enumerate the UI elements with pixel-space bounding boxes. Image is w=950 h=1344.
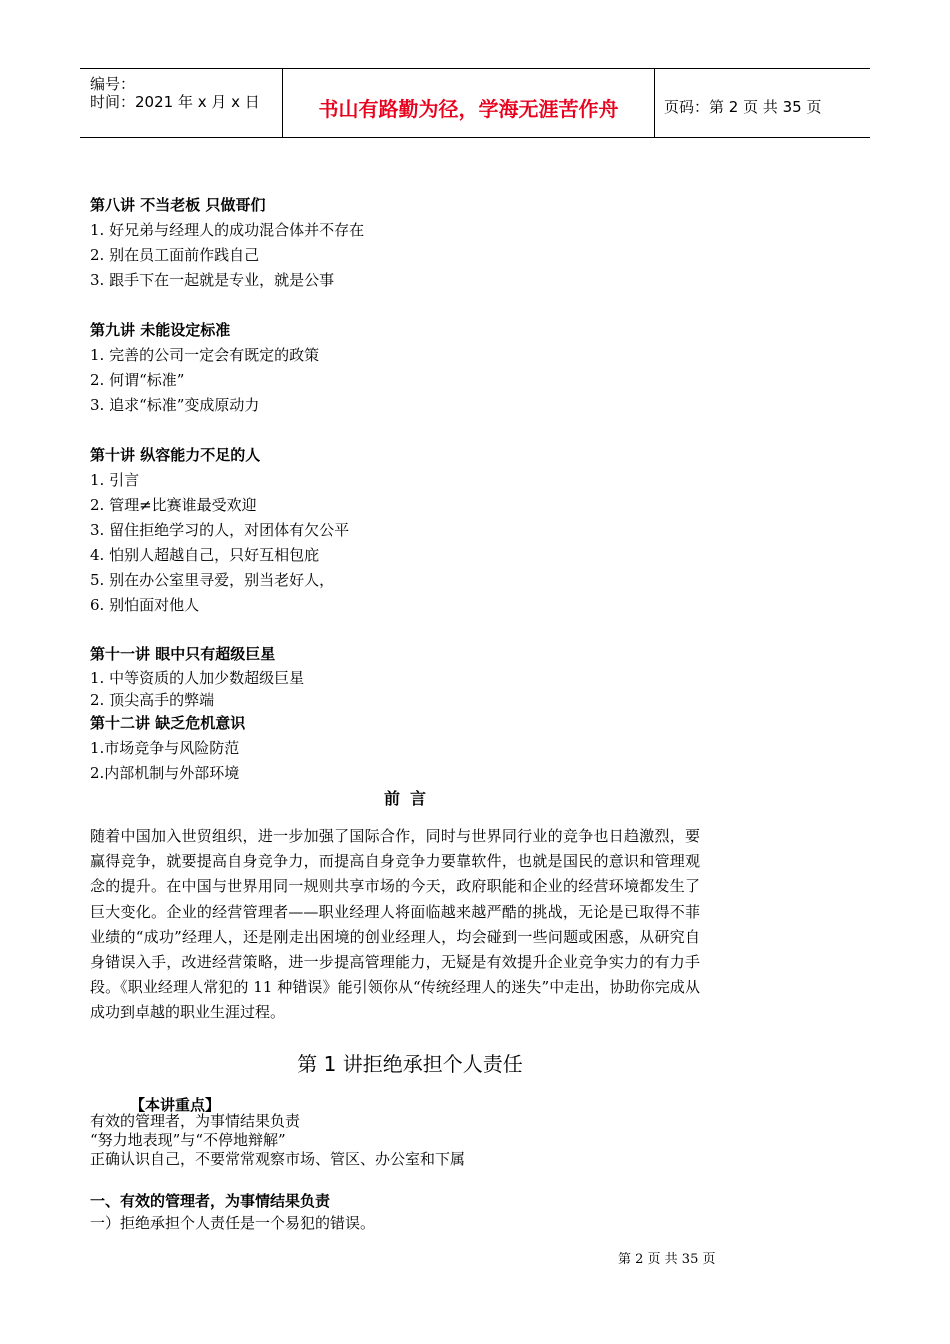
paragraph: 一）拒绝承担个人责任是一个易犯的错误。 <box>90 1214 376 1232</box>
motto: 书山有路勤为径，学海无涯苦作舟 <box>318 97 619 121</box>
list-item: 2. 何谓“标准” <box>90 371 185 389</box>
focus-item: “努力地表现”与“不停地辩解” <box>90 1131 286 1149</box>
list-item: 1. 中等资质的人加少数超级巨星 <box>90 669 305 687</box>
page-header <box>80 68 870 138</box>
section-heading: 一、有效的管理者，为事情结果负责 <box>90 1192 331 1210</box>
section-title: 第十一讲 眼中只有超级巨星 <box>90 645 276 663</box>
preface-body: 随着中国加入世贸组织，进一步加强了国际合作，同时与世界同行业的竞争也日趋激烈，要赢得竞争，就要提高自身竞争力，而提高自身竞争力要靠软件，也就是国民的意识和管理观念的提升。在中国与世界用同一规则共享市场的今天，政府职能和企业的经营环境都发生了巨大变化。企业的经营管理者——职业经理人将面临越来越严酷的挑战，无论是已取得不菲业绩的“成功”经理人，还是刚走出困境的创业经理人，均会碰到一些问题或困惑，从研究自身错误入手，改进经营策略，进一步提高管理能力，无疑是有效提升企业竞争实力的有力手段。《职业经理人常犯的 11 种错误》能引领你从“传统经理人的迷失”中走出，协助你完成从成功到卓越的职业生涯过程。 <box>90 827 700 1022</box>
list-item: 1. 好兄弟与经理人的成功混合体并不存在 <box>90 221 365 239</box>
section-title: 第九讲 未能设定标准 <box>90 321 231 339</box>
focus-header: 【本讲重点】 <box>130 1096 221 1114</box>
list-item: 3. 留住拒绝学习的人，对团体有欠公平 <box>90 521 350 539</box>
section-title: 第十讲 纵容能力不足的人 <box>90 446 261 464</box>
header-page-cell <box>655 69 870 137</box>
focus-item: 正确认识自己，不要常常观察市场、管区、办公室和下属 <box>90 1150 466 1168</box>
list-item: 1. 引言 <box>90 471 140 489</box>
list-item: 6. 别怕面对他人 <box>90 596 200 614</box>
list-item: 3. 追求“标准”变成原动力 <box>90 396 260 414</box>
list-item: 3. 跟手下在一起就是专业，就是公事 <box>90 271 335 289</box>
list-item: 1. 完善的公司一定会有既定的政策 <box>90 346 320 364</box>
date-label: 时间：2021 年 x 月 x 日 <box>90 93 260 111</box>
section-title: 第十二讲 缺乏危机意识 <box>90 714 246 732</box>
preface-title: 前言 <box>383 789 436 808</box>
header-meta-cell <box>80 69 283 137</box>
focus-item: 有效的管理者，为事情结果负责 <box>90 1112 301 1130</box>
list-item: 2.内部机制与外部环境 <box>90 764 240 782</box>
list-item: 2. 顶尖高手的弊端 <box>90 691 215 709</box>
lecture-title: 第 1 讲拒绝承担个人责任 <box>297 1052 523 1076</box>
focus-list <box>90 1112 465 1169</box>
serial-label: 编号： <box>90 75 136 93</box>
section-11 <box>90 642 710 711</box>
list-item: 5. 别在办公室里寻爱，别当老好人， <box>90 571 335 589</box>
section-title: 第八讲 不当老板 只做哥们 <box>90 196 266 214</box>
page-info: 页码：第 2 页 共 35 页 <box>664 98 822 116</box>
section-9 <box>90 318 710 418</box>
list-item: 4. 怕别人超越自己，只好互相包庇 <box>90 546 320 564</box>
section-12 <box>90 711 710 786</box>
section-10 <box>90 443 710 618</box>
list-item: 1.市场竞争与风险防范 <box>90 739 240 757</box>
list-item: 2. 管理≠比赛谁最受欢迎 <box>90 496 257 514</box>
header-motto-cell <box>283 69 655 137</box>
section-8 <box>90 193 710 293</box>
page-footer: 第 2 页 共 35 页 <box>618 1252 716 1267</box>
list-item: 2. 别在员工面前作践自己 <box>90 246 260 264</box>
